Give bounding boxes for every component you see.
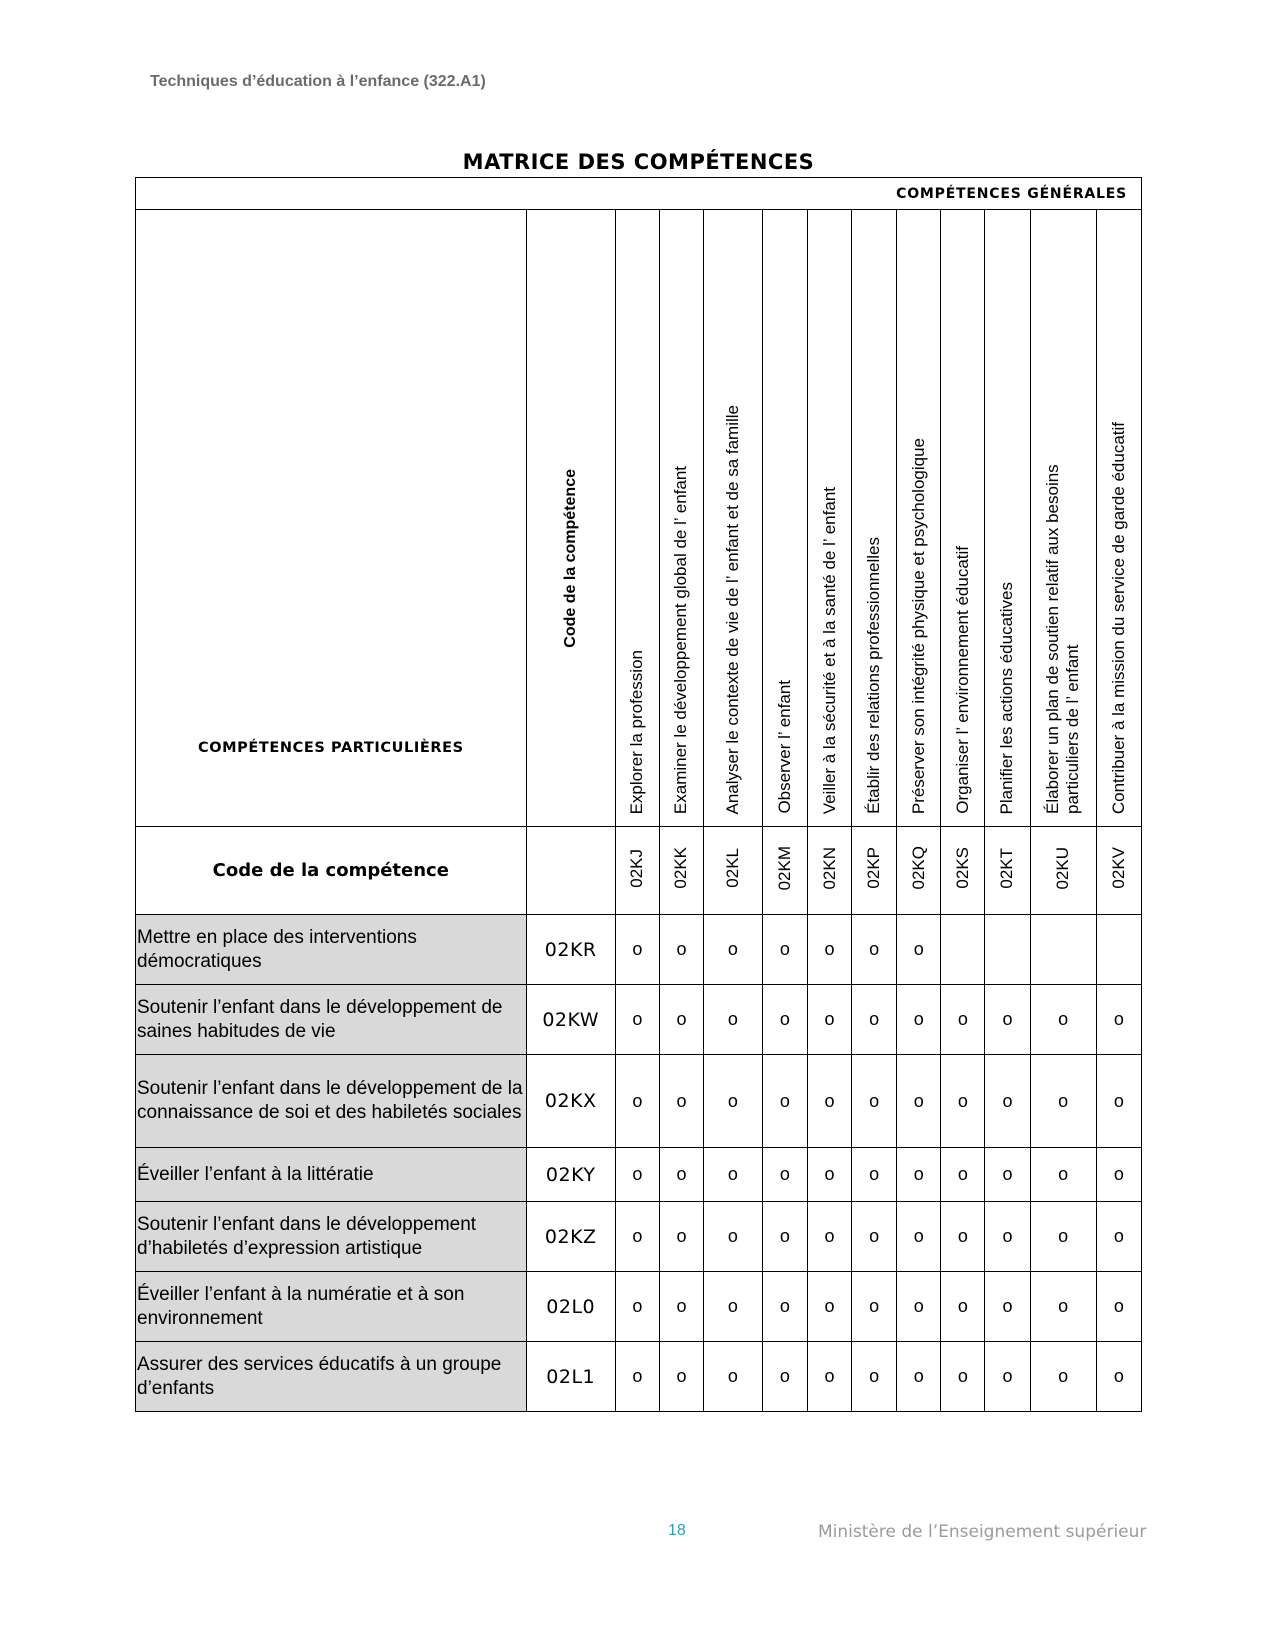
general-competency-label: Élaborer un plan de soutien relatif aux besoins particuliers de l’ enfant <box>1043 464 1083 814</box>
matrix-mark: o <box>897 985 941 1055</box>
general-competency-label: Veiller à la sécurité et à la santé de l’ enfant <box>819 486 839 814</box>
matrix-mark: o <box>704 1055 763 1148</box>
matrix-mark <box>1096 915 1141 985</box>
running-head: Techniques d’éducation à l’enfance (322.A1) <box>150 73 486 90</box>
matrix-mark: o <box>852 1272 897 1342</box>
matrix-mark: o <box>897 1272 941 1342</box>
general-competency-code-cell <box>941 827 985 915</box>
matrix-mark: o <box>659 915 703 985</box>
particular-competency-code: 02KW <box>526 985 615 1055</box>
general-competency-code-cell <box>704 827 763 915</box>
matrix-mark: o <box>762 1342 807 1412</box>
table-row <box>136 1342 1142 1412</box>
general-competency-code-cell <box>897 827 941 915</box>
matrix-mark: o <box>897 1342 941 1412</box>
matrix-mark <box>941 915 985 985</box>
matrix-mark: o <box>704 1272 763 1342</box>
general-competency-code-cell <box>985 827 1030 915</box>
matrix-mark: o <box>1030 1342 1096 1412</box>
general-competency-header <box>807 210 851 827</box>
matrix-mark: o <box>807 1342 851 1412</box>
general-competency-header <box>852 210 897 827</box>
matrix-mark: o <box>941 1055 985 1148</box>
matrix-mark: o <box>941 1202 985 1272</box>
general-competency-code: 02KK <box>671 847 691 889</box>
particular-competency-code: 02L1 <box>526 1342 615 1412</box>
general-competency-code: 02KS <box>952 847 972 889</box>
matrix-mark: o <box>1096 1342 1141 1412</box>
general-competency-label: Préserver son intégrité physique et psychologique <box>908 437 928 814</box>
matrix-mark: o <box>615 985 659 1055</box>
matrix-mark: o <box>615 1202 659 1272</box>
competency-matrix <box>135 177 1142 1412</box>
matrix-mark: o <box>704 1148 763 1202</box>
matrix-mark: o <box>985 1055 1030 1148</box>
general-competency-header <box>1096 210 1141 827</box>
matrix-mark: o <box>985 1272 1030 1342</box>
general-competency-code: 02KU <box>1053 846 1073 890</box>
particular-competency-code: 02KY <box>526 1148 615 1202</box>
general-competency-header <box>985 210 1030 827</box>
general-competency-code: 02KQ <box>908 846 928 890</box>
matrix-mark: o <box>615 1272 659 1342</box>
general-competency-header <box>704 210 763 827</box>
general-competency-code: 02KP <box>864 847 884 889</box>
matrix-mark: o <box>762 1202 807 1272</box>
matrix-mark: o <box>762 1055 807 1148</box>
matrix-mark: o <box>659 1148 703 1202</box>
general-competency-label: Établir des relations professionnelles <box>864 537 884 814</box>
particular-competency-name: Éveiller l’enfant à la littératie <box>136 1148 527 1202</box>
matrix-mark <box>1030 915 1096 985</box>
table-row <box>136 1055 1142 1148</box>
general-competency-header <box>659 210 703 827</box>
general-competency-code-cell <box>1096 827 1141 915</box>
table-row <box>136 915 1142 985</box>
general-competency-label: Contribuer à la mission du service de garde éducatif <box>1108 421 1128 814</box>
general-competencies-header: COMPÉTENCES GÉNÉRALES <box>136 178 1142 210</box>
particular-competency-code: 02KR <box>526 915 615 985</box>
matrix-mark: o <box>807 985 851 1055</box>
general-competency-code-cell <box>615 827 659 915</box>
code-column-header <box>526 210 615 827</box>
general-competency-code-cell <box>762 827 807 915</box>
particular-competency-code: 02KX <box>526 1055 615 1148</box>
general-competency-label: Examiner le développement global de l’ enfant <box>671 465 691 814</box>
matrix-mark: o <box>704 1202 763 1272</box>
matrix-mark: o <box>807 1272 851 1342</box>
particular-competency-name: Soutenir l’enfant dans le développement d’habiletés d’expression artistique <box>136 1202 527 1272</box>
matrix-mark: o <box>659 985 703 1055</box>
matrix-mark: o <box>941 1342 985 1412</box>
code-column-header-label: Code de la compétence <box>561 469 579 648</box>
particular-competency-code: 02KZ <box>526 1202 615 1272</box>
particular-competency-name: Mettre en place des interventions démocratiques <box>136 915 527 985</box>
matrix-mark: o <box>852 1202 897 1272</box>
general-competency-code-cell <box>807 827 851 915</box>
matrix-mark: o <box>807 1055 851 1148</box>
general-competency-code: 02KJ <box>627 848 647 888</box>
matrix-mark: o <box>762 915 807 985</box>
general-competency-header <box>941 210 985 827</box>
matrix-mark: o <box>615 1148 659 1202</box>
general-competency-code: 02KN <box>819 846 839 890</box>
particular-competencies-header: COMPÉTENCES PARTICULIÈRES <box>136 210 527 827</box>
general-competency-code: 02KT <box>997 847 1017 889</box>
matrix-mark: o <box>941 1272 985 1342</box>
matrix-mark: o <box>941 1148 985 1202</box>
general-competency-code: 02KL <box>722 848 742 888</box>
table-row <box>136 1148 1142 1202</box>
matrix-mark: o <box>852 1148 897 1202</box>
matrix-mark: o <box>615 915 659 985</box>
matrix-mark: o <box>807 915 851 985</box>
matrix-mark: o <box>1030 985 1096 1055</box>
matrix-mark: o <box>659 1342 703 1412</box>
matrix-mark: o <box>762 1148 807 1202</box>
particular-competency-name: Assurer des services éducatifs à un groupe d’enfants <box>136 1342 527 1412</box>
matrix-mark: o <box>1096 985 1141 1055</box>
matrix-mark: o <box>1096 1055 1141 1148</box>
matrix-mark: o <box>941 985 985 1055</box>
matrix-mark: o <box>659 1055 703 1148</box>
matrix-mark: o <box>897 915 941 985</box>
matrix-mark: o <box>1030 1202 1096 1272</box>
general-competency-code-cell <box>1030 827 1096 915</box>
matrix-mark <box>985 915 1030 985</box>
matrix-mark: o <box>1096 1148 1141 1202</box>
matrix-mark: o <box>615 1055 659 1148</box>
table-row <box>136 985 1142 1055</box>
matrix-mark: o <box>985 1342 1030 1412</box>
matrix-mark: o <box>704 985 763 1055</box>
matrix-mark: o <box>852 1055 897 1148</box>
general-competency-header <box>897 210 941 827</box>
general-competency-label: Organiser l’ environnement éducatif <box>952 546 972 814</box>
general-competency-label: Planifier les actions éducatives <box>997 581 1017 814</box>
code-row-empty-cell <box>526 827 615 915</box>
matrix-mark: o <box>762 1272 807 1342</box>
general-competency-code-cell <box>852 827 897 915</box>
matrix-mark: o <box>704 915 763 985</box>
matrix-mark: o <box>1030 1272 1096 1342</box>
general-competency-label: Explorer la profession <box>627 649 647 814</box>
particular-competency-code: 02L0 <box>526 1272 615 1342</box>
matrix-mark: o <box>852 985 897 1055</box>
page-number: 18 <box>668 1522 686 1539</box>
matrix-mark: o <box>1096 1202 1141 1272</box>
matrix-mark: o <box>852 1342 897 1412</box>
particular-competency-name: Soutenir l’enfant dans le développement de la connaissance de soi et des habiletés sociales <box>136 1055 527 1148</box>
matrix-mark: o <box>704 1342 763 1412</box>
general-competency-label: Analyser le contexte de vie de l’ enfant et de sa famille <box>722 404 742 814</box>
general-competency-code: 02KV <box>1108 847 1128 889</box>
general-competency-code-cell <box>659 827 703 915</box>
general-competency-label: Observer l’ enfant <box>774 680 794 814</box>
matrix-mark: o <box>762 985 807 1055</box>
matrix-mark: o <box>852 915 897 985</box>
particular-competency-name: Éveiller l’enfant à la numératie et à son environnement <box>136 1272 527 1342</box>
particular-competency-name: Soutenir l’enfant dans le développement de saines habitudes de vie <box>136 985 527 1055</box>
code-row-label: Code de la compétence <box>136 827 527 915</box>
general-competency-header <box>762 210 807 827</box>
table-row <box>136 1272 1142 1342</box>
matrix-mark: o <box>897 1202 941 1272</box>
matrix-mark: o <box>985 1148 1030 1202</box>
general-competency-code: 02KM <box>774 845 794 891</box>
matrix-mark: o <box>897 1148 941 1202</box>
general-competency-header <box>615 210 659 827</box>
matrix-mark: o <box>1096 1272 1141 1342</box>
matrix-mark: o <box>985 985 1030 1055</box>
general-competency-header <box>1030 210 1096 827</box>
matrix-mark: o <box>985 1202 1030 1272</box>
matrix-mark: o <box>659 1202 703 1272</box>
footer-ministry: Ministère de l’Enseignement supérieur <box>818 1522 1147 1542</box>
matrix-mark: o <box>1030 1148 1096 1202</box>
matrix-mark: o <box>615 1342 659 1412</box>
page-title: MATRICE DES COMPÉTENCES <box>462 150 815 174</box>
table-row <box>136 1202 1142 1272</box>
matrix-mark: o <box>897 1055 941 1148</box>
matrix-mark: o <box>659 1272 703 1342</box>
matrix-mark: o <box>807 1202 851 1272</box>
matrix-mark: o <box>807 1148 851 1202</box>
matrix-mark: o <box>1030 1055 1096 1148</box>
